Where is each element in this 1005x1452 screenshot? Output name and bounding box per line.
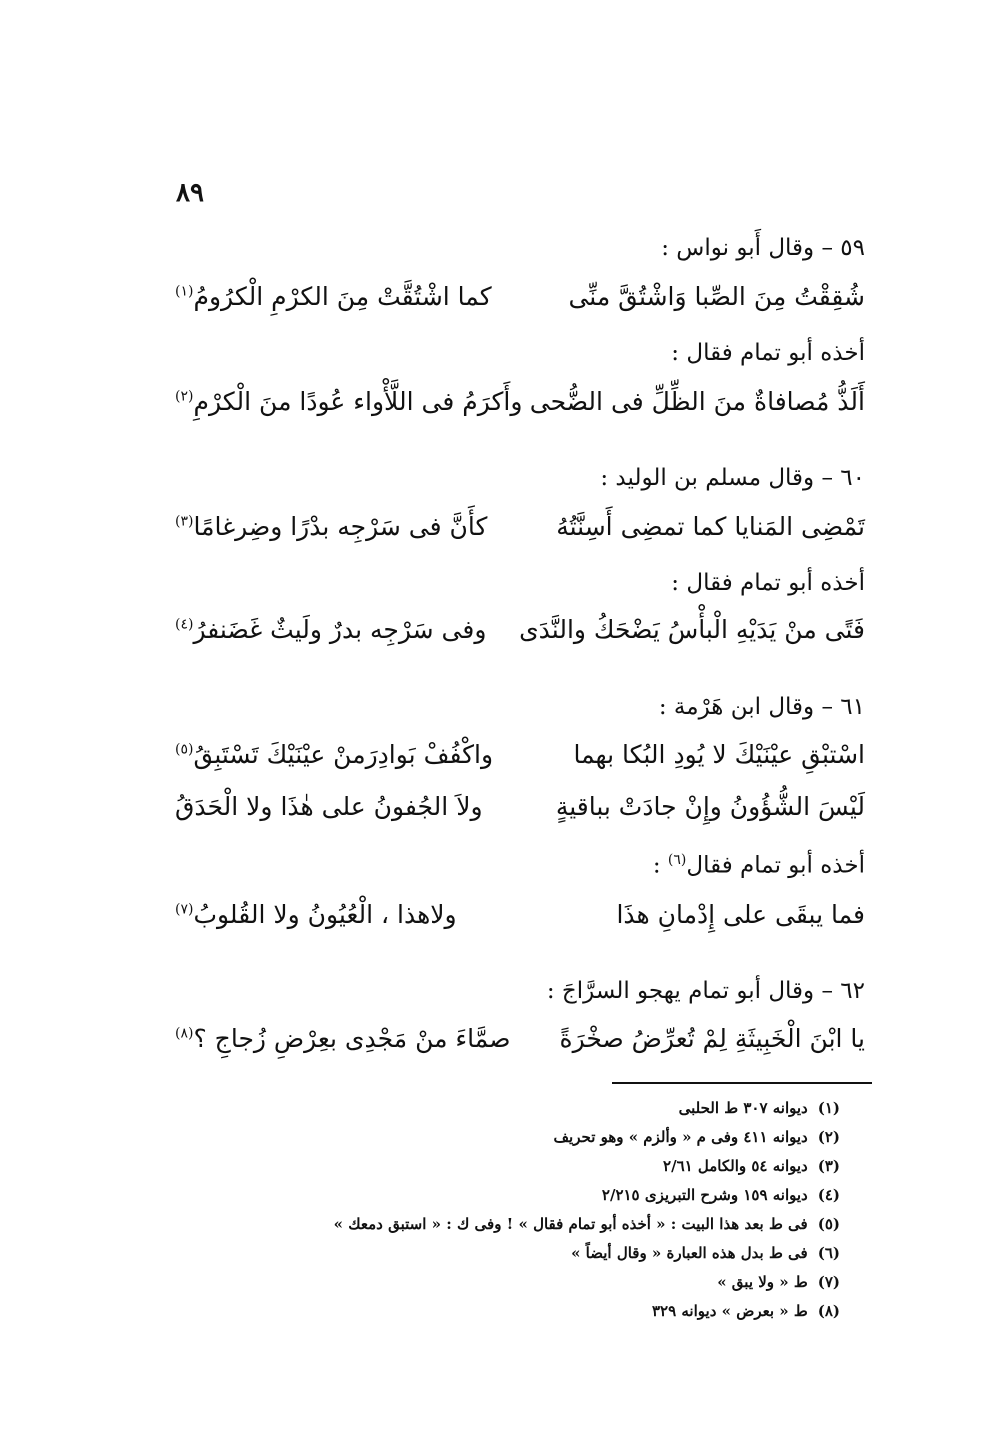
footnote-number: (٢) (817, 1128, 840, 1146)
entry-heading: ٥٩ – وقال أَبو نواس : (661, 235, 865, 261)
footnote-text: ديوانه ٣٠٧ ط الحلبى (678, 1099, 808, 1117)
first-hemistich: اسْتبْقِ عيْنَيْكَ لا يُودِ البُكا بهما (573, 740, 865, 769)
footnote-ref: (٤) (175, 616, 194, 633)
footnote-number: (٨) (817, 1302, 840, 1320)
verse-line (175, 387, 865, 431)
response-heading: أخذه أبو تمام فقال : (671, 570, 865, 596)
first-hemistich: يا ابْنَ الْخَبِيثَةِ لِمْ تُعرِّضُ صخْرَةً (559, 1024, 865, 1053)
footnote-text: ديوانه ١٥٩ وشرح التبريزى ٢/٢١٥ (601, 1186, 808, 1204)
first-hemistich: أَلَذُّ مُصافاةٌ منَ الظِّلِّ فى الضُّحى (529, 387, 865, 416)
footnote-divider (612, 1082, 872, 1084)
first-hemistich: تَمْضِى المَنايا كما تمضِى أَسِنَّتُهُ (556, 512, 865, 541)
footnote-number: (٣) (817, 1157, 840, 1175)
footnote-text: ط « ولا يبق » (717, 1273, 808, 1291)
second-hemistich (175, 387, 522, 416)
verse-line (175, 740, 865, 784)
footnote-text: ديوانه ٤١١ وفى م « وألزم » وهو تحريف (553, 1128, 808, 1146)
verse-text: وأَكرَمُ فى اللَّأْواء عُودًا منَ الْكرْمِ (193, 387, 523, 416)
footnote-ref: (٧) (175, 901, 194, 918)
verse-text: صمَّاءَ منْ مَجْدِى بعِرْضِ زُجاجِ ؟ (193, 1024, 511, 1053)
footnote-number: (١) (817, 1099, 840, 1117)
footnote (333, 1210, 840, 1239)
footnote (420, 1268, 840, 1297)
second-hemistich (175, 615, 486, 644)
entry-heading: ٦١ – وقال ابن هَرْمة : (658, 694, 865, 720)
footnote-number: (٤) (817, 1186, 840, 1204)
footnote (420, 1094, 840, 1123)
verse-text: ولاهذا ، الْعُيُونُ ولا القُلوبُ (193, 900, 457, 929)
second-hemistich (175, 282, 492, 311)
response-heading-text: أخذه أبو تمام فقال (686, 852, 865, 879)
verse-line (175, 1024, 865, 1068)
footnote-ref: (٣) (175, 513, 194, 530)
footnote-text: ديوانه ٥٤ والكامل ٢/٦١ (663, 1157, 808, 1175)
response-heading: أخذه أبو تمام فقال : (671, 340, 865, 366)
entry-heading: ٦٠ – وقال مسلم بن الوليد : (600, 465, 865, 491)
first-hemistich: فما يبقَى على إِدْمانِ هذَا (616, 900, 865, 929)
footnote-text: فى ط بدل هذه العبارة « وقال أيضاً » (571, 1244, 808, 1262)
first-hemistich: شُقِقْتُ مِنَ الصِّبا وَاشْتُقَّ منِّى (568, 282, 865, 311)
footnote-ref: (٢) (175, 388, 194, 405)
second-hemistich (175, 512, 487, 541)
footnote-ref: (٦) (667, 852, 687, 868)
footnote-ref: (٨) (175, 1025, 194, 1042)
verse-line (175, 900, 865, 944)
footnote (420, 1181, 840, 1210)
verse-text: وفى سَرْجِه بدرٌ ولَيثٌ غَضَنفرُ (193, 615, 487, 644)
footnote-number: (٥) (817, 1215, 840, 1233)
verse-line (175, 615, 865, 659)
verse-line (175, 792, 865, 836)
footnotes (333, 1094, 840, 1326)
footnote-text: ط « بعرض » ديوانه ٣٢٩ (652, 1302, 808, 1320)
footnote-number: (٧) (817, 1273, 840, 1291)
first-hemistich: لَيْسَ الشُّؤُونُ وإِنْ جادَتْ بباقيةٍ (555, 792, 865, 821)
second-hemistich: ولاَ الجُفونُ على هٰذَا ولا الْحَدَقُ (175, 792, 483, 821)
second-hemistich (175, 1024, 511, 1053)
verse-text: كما اشْتُقَّتْ مِنَ الكرْمِ الْكرُومُ (193, 282, 492, 311)
footnote (420, 1297, 840, 1326)
footnote-number: (٦) (817, 1244, 840, 1262)
response-heading-colon: : (652, 852, 661, 879)
verse-line (175, 282, 865, 326)
footnote (420, 1152, 840, 1181)
second-hemistich (175, 900, 457, 929)
footnote-ref: (١) (175, 283, 194, 300)
footnote-text: فى ط بعد هذا البيت : « أخذه أبو تمام فقال » ! وفى ك : « استبق دمعك » (333, 1215, 808, 1233)
verse-line (175, 512, 865, 556)
page-number: ٨٩ (176, 178, 204, 208)
footnote (420, 1239, 840, 1268)
response-heading (653, 852, 865, 879)
footnote-ref: (٥) (175, 741, 194, 758)
entry-heading: ٦٢ – وقال أبو تمام يهجو السرَّاجَ : (546, 978, 865, 1004)
first-hemistich: فَتًى منْ يَدَيْهِ الْبأْسُ يَضْحَكُ والنَّدَى (519, 615, 865, 644)
second-hemistich (175, 740, 493, 769)
verse-text: كأَنَّ فى سَرْجِه بدْرًا وضِرغامًا (193, 512, 488, 541)
verse-text: واكْفُفْ بَوادِرَمنْ عيْنَيْكَ تَسْتَبِقُ (193, 740, 494, 769)
footnote (420, 1123, 840, 1152)
